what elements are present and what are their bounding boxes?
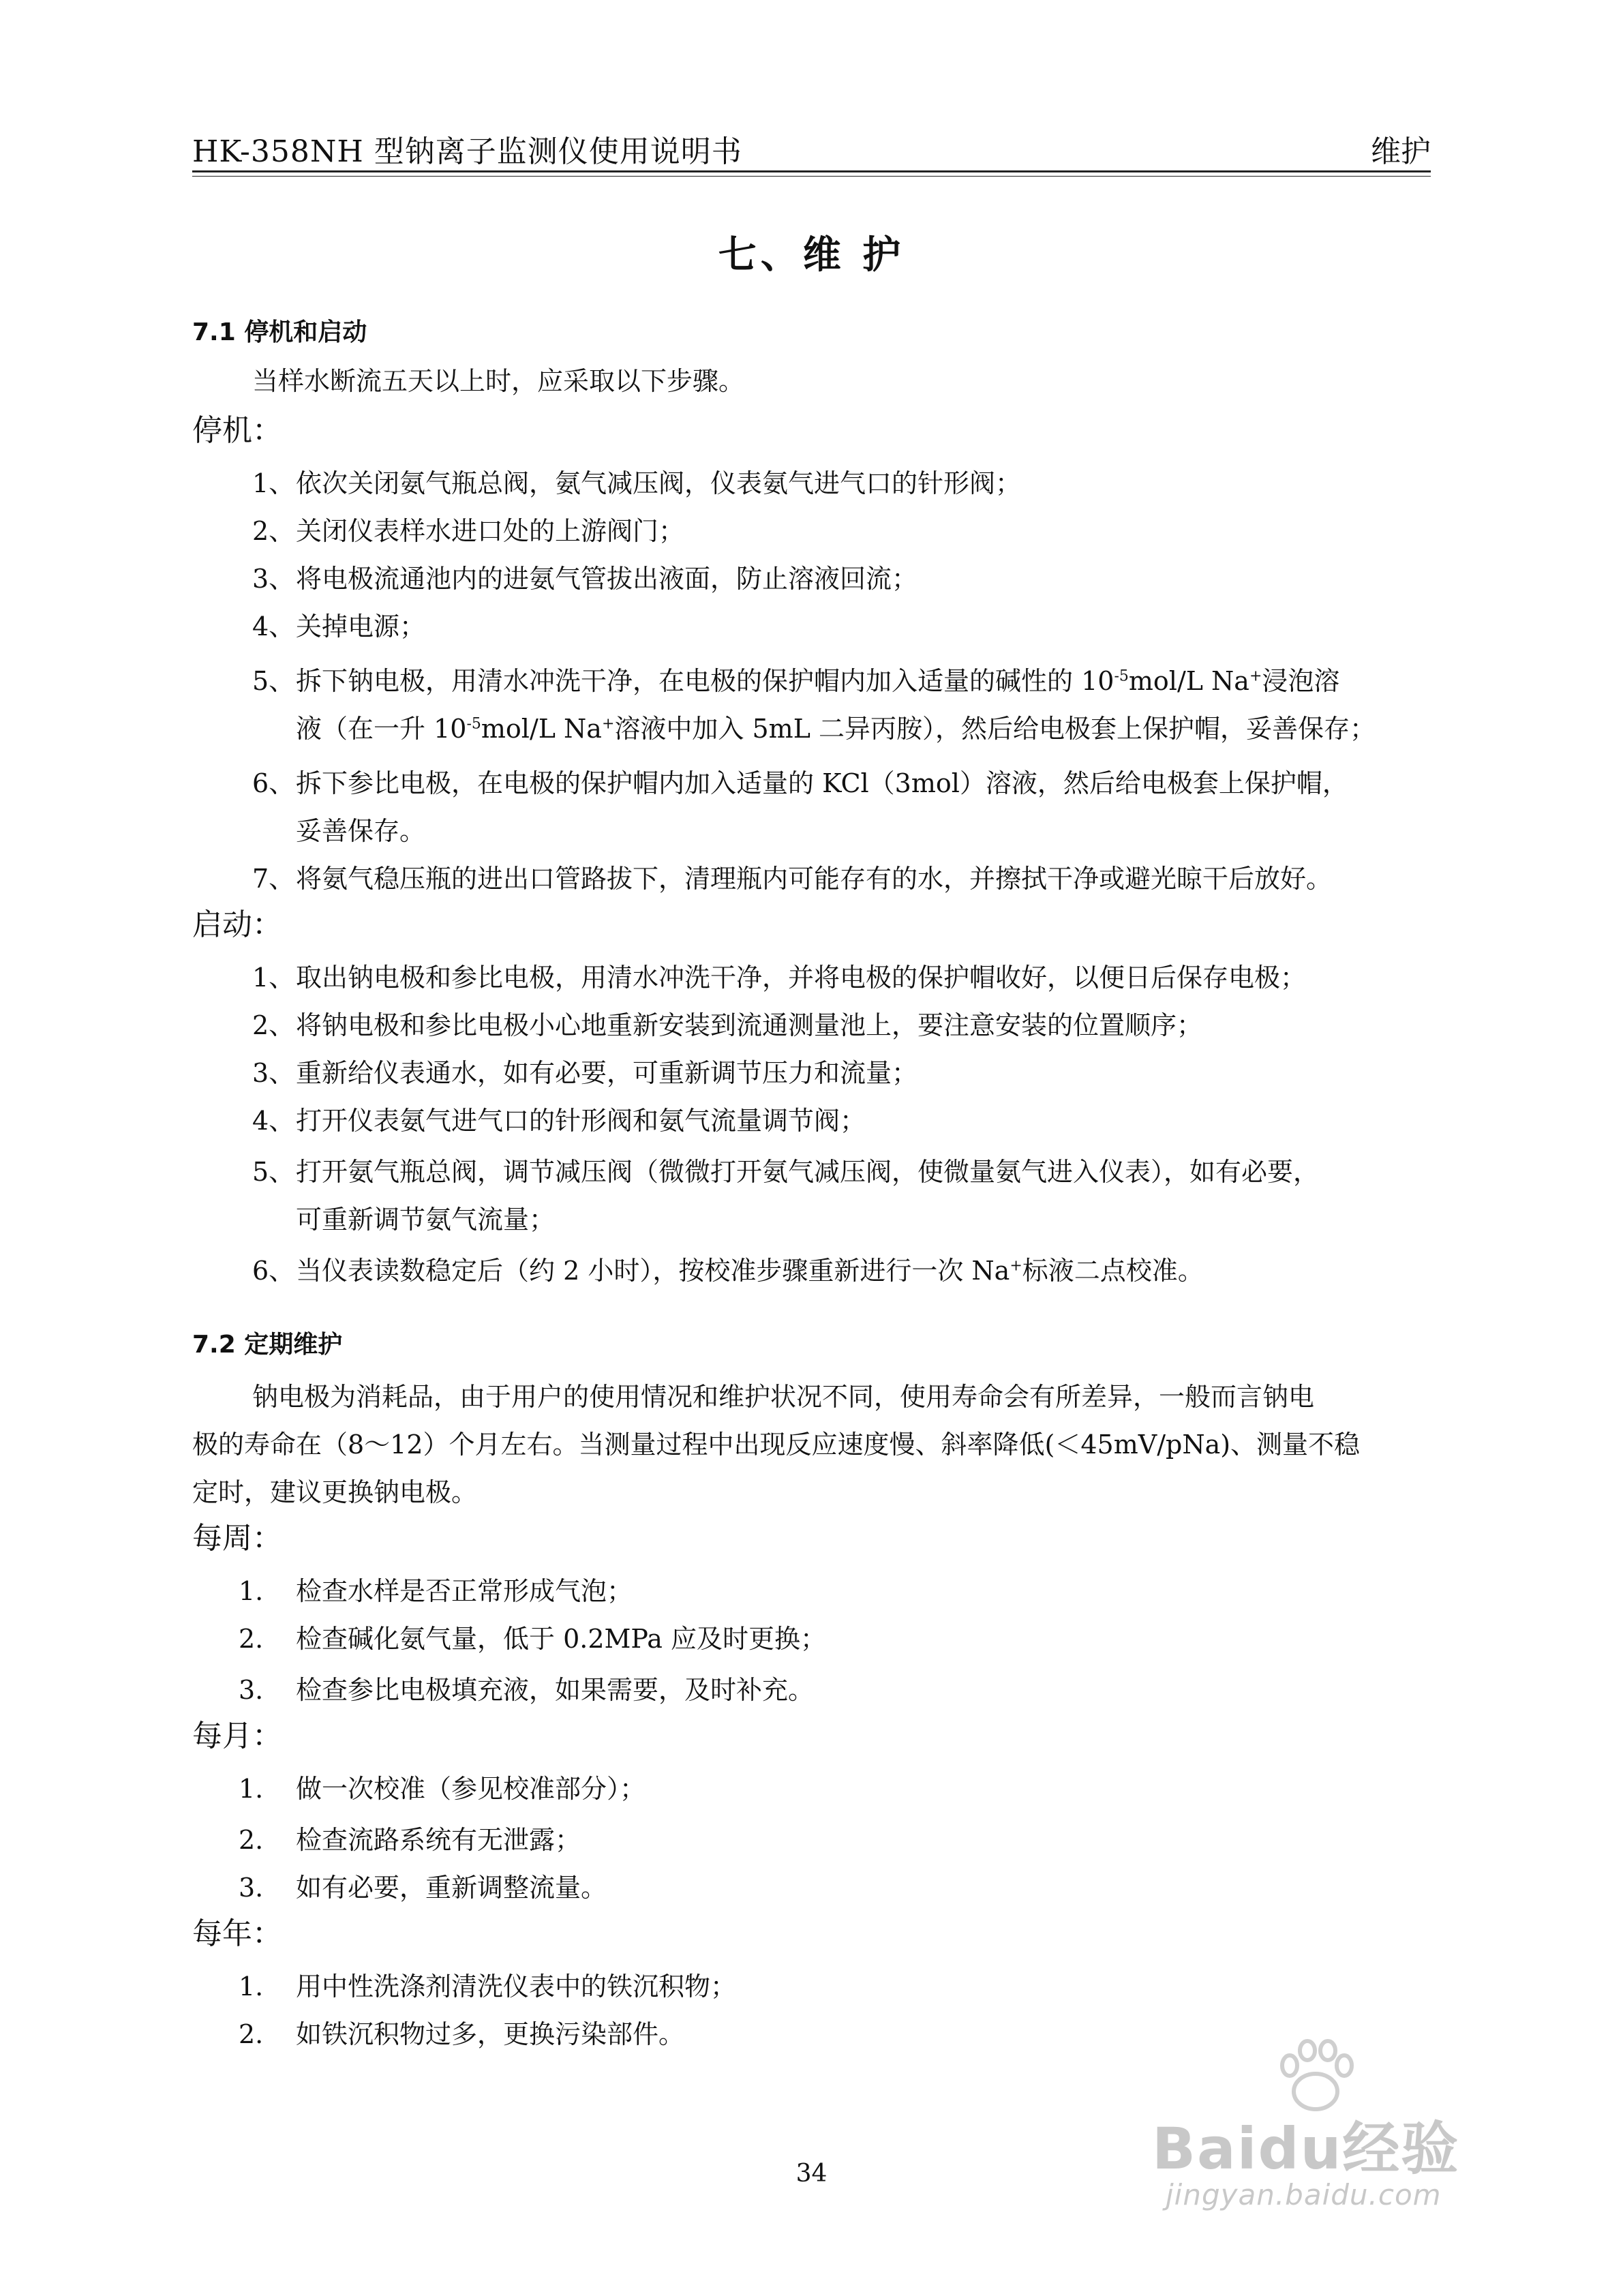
list-item: 6、当仪表读数稳定后（约 2 小时），按校准步骤重新进行一次 Na+标液二点校准。 <box>252 1256 1204 1286</box>
header-rule-thick <box>192 170 1431 172</box>
list-item: 5、拆下钠电极，用清水冲洗干净，在电极的保护帽内加入适量的碱性的 $10^{-5}mol/L$ Na+浸泡溶 <box>252 666 1340 696</box>
header-title: HK-358NH 型钠离子监测仪使用说明书 <box>192 134 742 169</box>
paragraph-line: 极的寿命在（8～12）个月左右。当测量过程中出现反应速度慢、斜率降低(＜45mV/pNa)、测量不稳 <box>192 1430 1361 1460</box>
list-item-continuation: 液（在一升 $10^{-5}mol/L$ Na+溶液中加入 5mL 二异丙胺），然后给电极套上保护帽，妥善保存； <box>296 714 1376 744</box>
section-heading-7-1: 7.1 停机和启动 <box>192 318 367 346</box>
list-item: 6、拆下参比电极，在电极的保护帽内加入适量的 KCl（3mol）溶液，然后给电极套上保护帽， <box>252 768 1348 798</box>
paragraph-line: 定时，建议更换钠电极。 <box>192 1477 478 1507</box>
list-item: 1、依次关闭氨气瓶总阀，氨气减压阀，仪表氨气进气口的针形阀； <box>252 468 1022 498</box>
chapter-title: 七、维 护 <box>718 232 905 277</box>
list-item: 2、关闭仪表样水进口处的上游阀门； <box>252 516 685 546</box>
section-heading-7-2: 7.2 定期维护 <box>192 1331 343 1359</box>
list-item: 4、关掉电源； <box>252 611 426 641</box>
list-item: 1. 用中性洗涤剂清洗仪表中的铁沉积物； <box>239 1972 737 2002</box>
list-item: 1. 检查水样是否正常形成气泡； <box>239 1576 633 1606</box>
watermark-brand: Baidu经验 <box>1152 2115 1460 2182</box>
header-rule-thin <box>192 176 1431 177</box>
page-number: 34 <box>795 2160 828 2188</box>
list-item: 1、取出钠电极和参比电极，用清水冲洗干净，并将电极的保护帽收好，以便日后保存电极； <box>252 963 1307 993</box>
monthly-label: 每月： <box>192 1719 282 1753</box>
yearly-label: 每年： <box>192 1916 282 1951</box>
list-item: 2. 如铁沉积物过多，更换污染部件。 <box>239 2019 685 2049</box>
section-intro: 当样水断流五天以上时，应采取以下步骤。 <box>252 366 745 396</box>
stop-label: 停机： <box>192 413 282 448</box>
watermark-url: jingyan.baidu.com <box>1166 2178 1442 2211</box>
paw-icon <box>1275 2038 1356 2113</box>
list-item-continuation: 可重新调节氨气流量； <box>296 1205 556 1235</box>
list-item: 2. 检查碱化氨气量，低于 0.2MPa 应及时更换； <box>239 1624 827 1654</box>
baidu-watermark <box>1152 2038 1534 2216</box>
list-item: 3. 如有必要，重新调整流量。 <box>239 1873 607 1903</box>
list-item: 2、将钠电极和参比电极小心地重新安装到流通测量池上，要注意安装的位置顺序； <box>252 1010 1203 1040</box>
list-item: 2. 检查流路系统有无泄露； <box>239 1825 581 1855</box>
weekly-label: 每周： <box>192 1521 282 1556</box>
start-label: 启动： <box>192 907 282 942</box>
paragraph-line: 钠电极为消耗品，由于用户的使用情况和维护状况不同，使用寿命会有所差异，一般而言钠电 <box>252 1382 1315 1412</box>
list-item: 5、打开氨气瓶总阀，调节减压阀（微微打开氨气减压阀，使微量氨气进入仪表），如有必要， <box>252 1157 1320 1187</box>
list-item: 1. 做一次校准（参见校准部分）； <box>239 1774 646 1804</box>
list-item: 4、打开仪表氨气进气口的针形阀和氨气流量调节阀； <box>252 1106 866 1136</box>
header-section: 维护 <box>1371 134 1431 169</box>
list-item: 3、重新给仪表通水，如有必要，可重新调节压力和流量； <box>252 1058 918 1088</box>
list-item: 3、将电极流通池内的进氨气管拔出液面，防止溶液回流； <box>252 564 918 594</box>
list-item-continuation: 妥善保存。 <box>296 816 426 846</box>
list-item: 3. 检查参比电极填充液，如果需要，及时补充。 <box>239 1675 815 1705</box>
list-item: 7、将氨气稳压瓶的进出口管路拔下，清理瓶内可能存有的水，并擦拭干净或避光晾干后放好。 <box>252 864 1333 894</box>
